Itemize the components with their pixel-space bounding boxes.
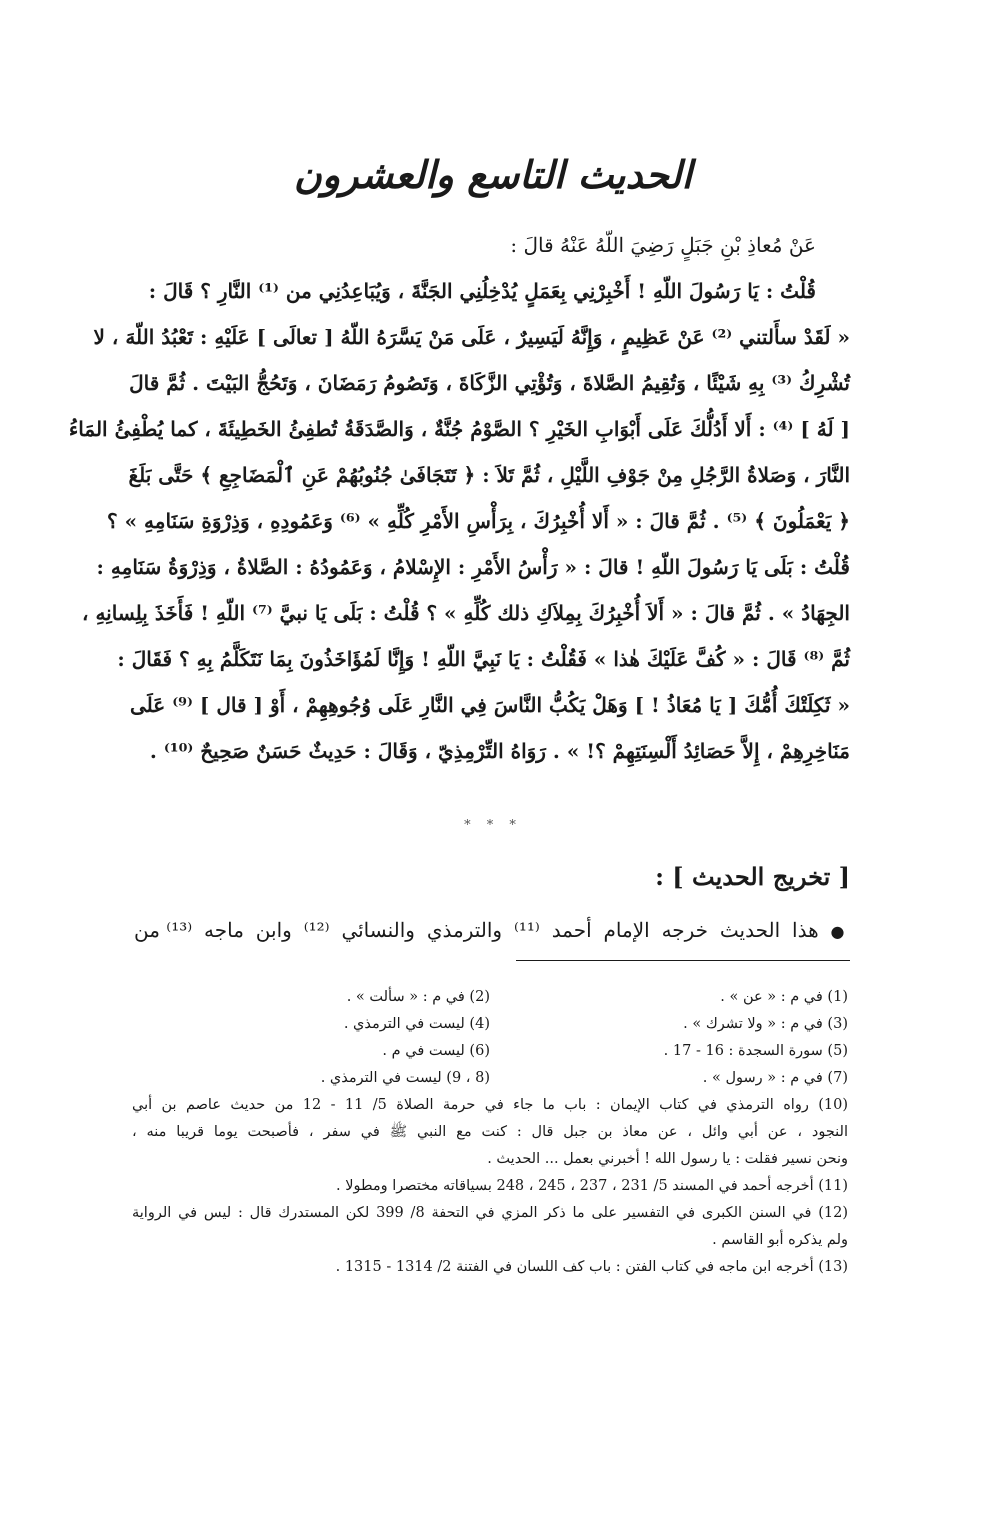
- footnote-line: (13) أخرجه ابن ماجه في كتاب الفتن : باب كف اللسان في الفتنة 2/ 1314 - 1315 .: [335, 1259, 848, 1275]
- footnotes: [132, 984, 848, 1281]
- takhrij-first-line: [134, 908, 850, 954]
- footnote-line: (12) في السنن الكبرى في التفسير على ما ذكر المزي في التحفة 8/ 399 لكن المستدرك قال : ليس في الرواية: [132, 1205, 848, 1221]
- hadith-line: مَنَاخِرِهِمْ ، إِلاَّ حَصَائِدُ أَلْسِنَتِهِمْ ؟! » . رَوَاهُ التِّرْمِذِيّ ، وَقَالَ : حَدِيثٌ حَسَنٌ صَحِيحٌ ⁽¹⁰⁾ .: [149, 739, 850, 763]
- footnote: (8 ، 9) ليست في الترمذي .: [320, 1070, 490, 1086]
- takhrij-text: هذا الحديث خرجه الإمام أحمد ⁽¹¹⁾ والترمذي والنسائي ⁽¹²⁾ وابن ماجه ⁽¹³⁾ من: [134, 918, 819, 942]
- hadith-line: ثُمَّ ⁽⁸⁾ قَالَ : « كُفَّ عَلَيْكَ هٰذا » فَقُلْتُ : يَا نَبِيَّ اللّهِ ! وَإِنَّا لَمُؤَاخَذُونَ بِمَا نَتَكَلَّمُ بِهِ ؟ فَقَالَ :: [117, 647, 850, 671]
- hadith-line: ﴿ يَعْمَلُونَ ﴾ ⁽⁵⁾ . ثُمَّ قالَ : « أَلا أُخْبِرُكَ ، بِرَأْسِ الأَمْرِ كُلِّهِ » ⁽⁶⁾ وَعَمُودِهِ ، وَذِرْوَةِ سَنَامِهِ » ؟: [107, 509, 850, 533]
- footnote: (3) في م : « ولا تشرك » .: [683, 1016, 848, 1032]
- footnote-line: ولم يذكره أبو القاسم .: [712, 1232, 848, 1248]
- hadith-line: تُشْرِكُ ⁽³⁾ بِهِ شَيْئًا ، وَتُقِيمُ الصَّلاةَ ، وَتُؤْتِي الزَّكَاةَ ، وَتَصُومُ رَمَضَانَ ، وَتَحُجُّ البَيْتَ . ثُمَّ قالَ: [129, 371, 850, 395]
- footnote-line: النجود ، عن أبي وائل ، عن معاذ بن جبل قال : كنت مع النبي ﷺ في سفر ، فأصبحت يوما قريبا منه ،: [132, 1124, 848, 1140]
- hadith-line: [ لَهُ ] ⁽⁴⁾ : أَلا أَدُلُّكَ عَلَى أَبْوَابِ الخَيْرِ ؟ الصَّوْمُ جُنَّةٌ ، وَالصَّدَقَةُ تُطفِئُ الخَطِيئَةَ ، كما يُطْفِئُ المَاءُ: [68, 417, 850, 441]
- footnote: (2) في م : « سألت » .: [346, 989, 490, 1005]
- footnote-row: [132, 1065, 848, 1092]
- footnote: (6) ليست في م .: [382, 1043, 490, 1059]
- hadith-line: عَنْ مُعاذِ بْنِ جَبَلٍ رَضِيَ اللّهُ عَنْهُ قالَ :: [510, 233, 816, 257]
- takhrij-heading: [ تخريج الحديث ] :: [655, 862, 850, 891]
- hadith-line: النَّارَ ، وَصَلاةُ الرَّجُلِ مِنْ جَوْفِ اللَّيْلِ ، ثُمَّ تَلاَ : ﴿ تَتَجَافَىٰ جُنُوبُهُمْ عَنِ ٱلْمَضَاجِعِ ﴾ حَتَّى بَلَغَ: [128, 463, 850, 487]
- chapter-title: الحديث التاسع والعشرون: [293, 152, 693, 197]
- hadith-line: الجِهَادُ » . ثُمَّ قالَ : « أَلاَ أُخْبِرُكَ بِمِلاَكِ ذلك كُلِّهِ » ؟ قُلْتُ : بَلَى يَا نبيَّ ⁽⁷⁾ اللّهِ ! فَأَخَذَ بِلِسانِهِ ،: [82, 601, 850, 625]
- footnote: (4) ليست في الترمذي .: [343, 1016, 490, 1032]
- footnote: (1) في م : « عن » .: [720, 989, 848, 1005]
- footnote: (7) في م : « رسول » .: [702, 1070, 848, 1086]
- footnote-row: [132, 1038, 848, 1065]
- footnote-line: (10) رواه الترمذي في كتاب الإيمان : باب ما جاء في حرمة الصلاة 5/ 11 - 12 من حديث عاصم بن أبي: [132, 1097, 848, 1113]
- bullet-icon: ●: [830, 922, 851, 941]
- footnote-line: (11) أخرجه أحمد في المسند 5/ 231 ، 237 ، 245 ، 248 بسياقاته مختصرا ومطولا .: [335, 1178, 848, 1194]
- footnote-row: [132, 984, 848, 1011]
- footnote: (5) سورة السجدة : 16 - 17 .: [663, 1043, 848, 1059]
- hadith-line: قُلْتُ : يَا رَسُولَ اللّهِ ! أَخْبِرْنِي بِعَمَلٍ يُدْخِلُنِي الجَنَّةَ ، وَيُبَاعِدُنِي من ⁽¹⁾ النَّارِ ؟ قَالَ :: [148, 279, 816, 303]
- hadith-line: « ثَكِلَتْكَ أُمُّكَ [ يَا مُعَاذُ ! ] وَهَلْ يَكُبُّ النَّاسَ فِي النَّارِ عَلَى وُجُوهِهِمْ ، أَوْ [ قال ] ⁽⁹⁾ عَلَى: [130, 693, 850, 717]
- hadith-line: قُلْتُ : بَلَى يَا رَسُولَ اللّهِ ! قالَ : « رَأْسُ الأَمْرِ : الإِسْلامُ ، وَعَمُودُهُ : الصَّلاةُ ، وَذِرْوَةُ سَنَامِهِ :: [96, 555, 850, 579]
- footnote-divider: [516, 960, 850, 961]
- footnote-row: [132, 1011, 848, 1038]
- hadith-line: « لَقَدْ سأَلتني ⁽²⁾ عَنْ عَظِيمٍ ، وَإِنَّهُ لَيَسِيرٌ ، عَلَى مَنْ يَسَّرَهُ اللّهُ [ تعالَى ] عَلَيْهِ : تَعْبُدُ اللّهَ ، لا: [93, 325, 850, 349]
- section-separator: * * *: [464, 818, 522, 833]
- footnote-line: ونحن نسير فقلت : يا رسول الله ! أخبرني بعمل ... الحديث .: [487, 1151, 848, 1167]
- hadith-text: [68, 222, 850, 774]
